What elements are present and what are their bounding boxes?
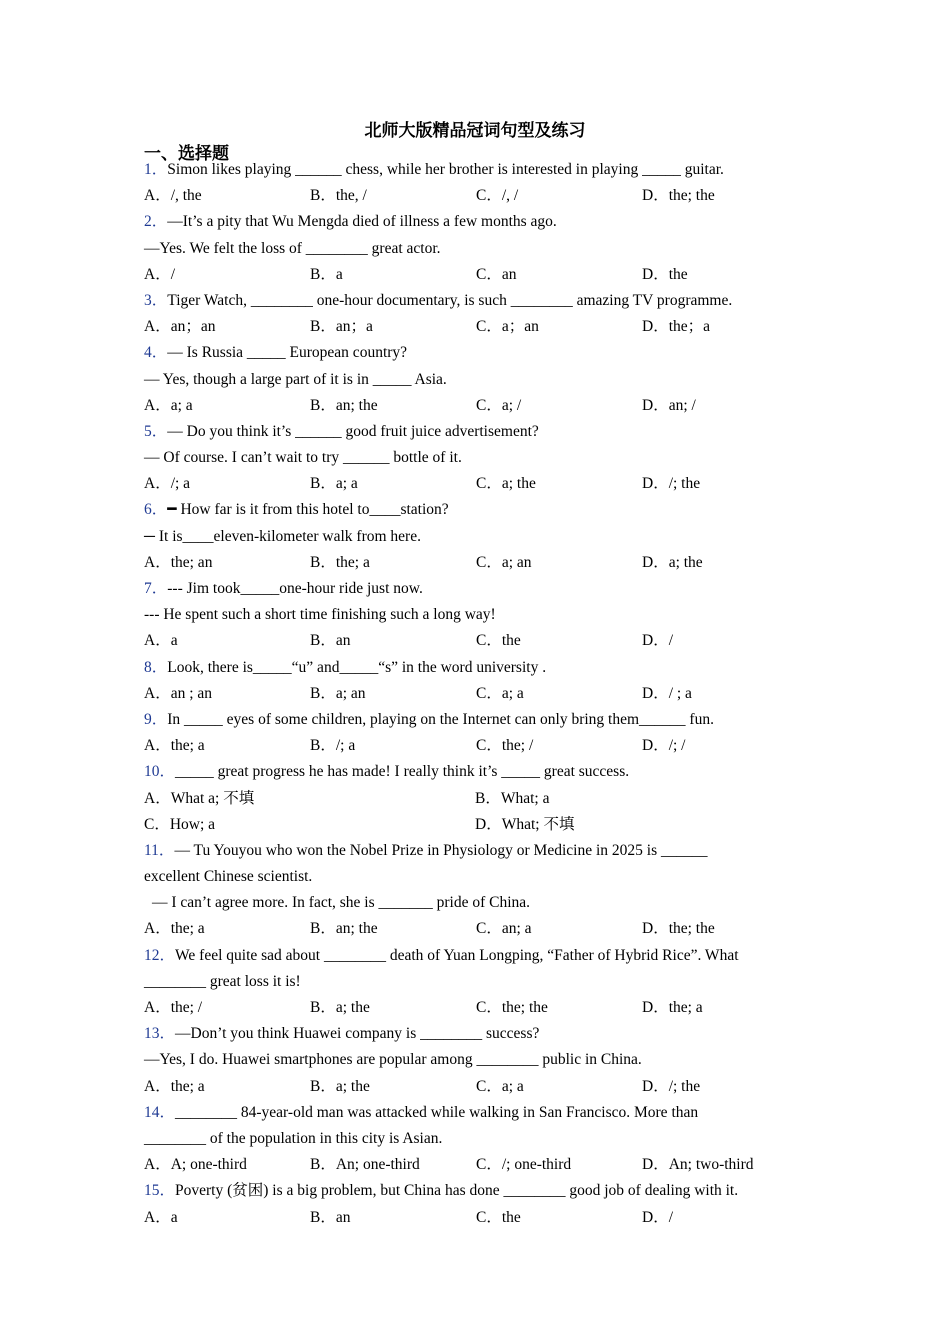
options-row (144, 1152, 804, 1178)
question-item (144, 209, 804, 288)
option-a: A．A; one-third (144, 1156, 247, 1174)
option-c: C．an; a (476, 920, 532, 938)
question-item (144, 497, 804, 576)
option-c: C．a; a (476, 684, 524, 702)
question-number: 12． (144, 946, 176, 964)
option-c: C．the; the (476, 999, 548, 1016)
option-b: B．a; a (310, 475, 358, 493)
option-d: D．the；a (642, 318, 711, 336)
question-text: — Is Russia _____ European country? (167, 344, 408, 362)
question-line (144, 655, 804, 681)
question-item (144, 157, 804, 209)
option-b: B．What; a (475, 789, 550, 807)
option-a: A．/ (144, 265, 176, 283)
option-d: D．the; the (642, 920, 715, 938)
options-row (144, 471, 804, 497)
question-number: 11． (144, 841, 175, 859)
question-number: 4． (144, 344, 168, 362)
question-number: 13． (144, 1025, 176, 1043)
question-item (144, 759, 804, 838)
option-a: A．a (144, 632, 178, 650)
options-row (144, 550, 804, 576)
question-line (144, 1021, 804, 1047)
option-a: A．a; a (144, 396, 193, 414)
question-item (144, 655, 804, 707)
question-number: 5． (144, 422, 168, 440)
question-list (144, 157, 804, 1231)
question-line (144, 969, 804, 995)
question-number: 3． (144, 291, 168, 309)
question-line (144, 157, 804, 183)
option-b: B．a; the (310, 999, 370, 1016)
question-text: ━ How far is it from this hotel to____station? (167, 501, 449, 519)
question-line (144, 1126, 804, 1152)
option-d: D．/ (642, 1208, 674, 1226)
question-text: —Yes, I do. Huawei smartphones are popular among ________ public in China. (144, 1051, 642, 1069)
option-c: C．/; one-third (476, 1156, 572, 1174)
option-d: D．the; the (642, 187, 715, 205)
options-row (144, 1205, 804, 1231)
options-row (144, 183, 804, 209)
question-text: We feel quite sad about ________ death of Yuan Longping, “Father of Hybrid Rice”. What (175, 946, 739, 964)
option-c: C．the (476, 1208, 521, 1226)
option-c: C．a; a (476, 1077, 524, 1095)
question-text: excellent Chinese scientist. (144, 868, 313, 886)
options-row (144, 314, 804, 340)
question-line (144, 1100, 804, 1126)
question-line (144, 943, 804, 969)
question-line (144, 1178, 804, 1204)
question-text: Look, there is_____“u” and_____“s” in the word university . (167, 658, 547, 676)
section-heading: 一、选择题 (144, 144, 229, 164)
option-d: D．/; the (642, 1077, 701, 1095)
question-item (144, 576, 804, 655)
question-line (144, 340, 804, 366)
question-line (144, 602, 804, 628)
question-number: 6． (144, 501, 168, 519)
option-b: B．An; one-third (310, 1156, 420, 1174)
option-c: C．a; the (476, 475, 536, 493)
option-c: C．How; a (144, 815, 216, 833)
options-row (144, 393, 804, 419)
question-number: 14． (144, 1103, 176, 1121)
option-d: D．What; 不填 (475, 815, 575, 833)
question-number: 7． (144, 580, 168, 597)
question-item (144, 943, 804, 1022)
question-text: —Yes. We felt the loss of ________ great actor. (144, 239, 441, 257)
option-b: B．the, / (310, 187, 367, 205)
question-line (144, 288, 804, 314)
option-a: A．an；an (144, 318, 216, 336)
question-text: --- Jim took_____one-hour ride just now. (167, 580, 423, 597)
question-text: — Tu Youyou who won the Nobel Prize in Physiology or Medicine in 2025 is ______ (174, 841, 708, 859)
question-text: --- He spent such a short time finishing such a long way! (144, 606, 496, 624)
question-text: In _____ eyes of some children, playing on the Internet can only bring them______ fun. (167, 710, 714, 728)
option-b: B．an; the (310, 396, 378, 414)
option-a: A．the; / (144, 999, 203, 1016)
question-number: 2． (144, 213, 168, 231)
question-text: — Do you think it’s ______ good fruit juice advertisement? (167, 422, 539, 440)
option-b: B．a; an (310, 684, 366, 702)
question-item (144, 288, 804, 340)
options-row (144, 1074, 804, 1100)
question-line (144, 367, 804, 393)
question-text: — Of course. I can’t wait to try ______ bottle of it. (144, 449, 462, 467)
option-b: B．the; a (310, 553, 370, 571)
question-line (144, 864, 804, 890)
option-b: B．an (310, 1208, 351, 1226)
question-item (144, 1178, 804, 1230)
option-a: A．/; a (144, 475, 191, 493)
option-a: A．an ; an (144, 684, 213, 702)
option-a: A．the; an (144, 553, 213, 571)
question-line (144, 890, 804, 916)
option-a: A．a (144, 1208, 178, 1226)
options-row (144, 995, 804, 1021)
question-line (144, 707, 804, 733)
option-d: D．the (642, 265, 688, 283)
options-row (144, 786, 804, 812)
question-text: _____ great progress he has made! I really think it’s _____ great success. (175, 763, 630, 781)
question-item (144, 838, 804, 943)
option-d: D．An; two-third (642, 1156, 754, 1174)
question-line (144, 497, 804, 523)
question-item (144, 419, 804, 498)
option-a: A．the; a (144, 737, 205, 755)
option-d: D．the; a (642, 999, 703, 1016)
question-text: ________ of the population in this city is Asian. (144, 1129, 443, 1147)
option-c: C．a；an (476, 318, 539, 336)
option-a: A．What a; 不填 (144, 789, 255, 807)
option-c: C．the; / (476, 737, 534, 755)
option-b: B．a (310, 265, 343, 283)
page-title: 北师大版精品冠词句型及练习 (364, 121, 586, 141)
question-item (144, 1100, 804, 1179)
question-line (144, 209, 804, 235)
question-line (144, 576, 804, 602)
option-a: A．the; a (144, 920, 205, 938)
question-line (144, 838, 804, 864)
option-a: A．/, the (144, 187, 202, 205)
question-text: ________ 84-year-old man was attacked while walking in San Francisco. More than (175, 1103, 699, 1121)
question-text: —Don’t you think Huawei company is ________ success? (175, 1025, 540, 1043)
question-number: 15． (144, 1182, 176, 1200)
options-row (144, 733, 804, 759)
option-c: C．the (476, 632, 521, 650)
option-d: D．/; the (642, 475, 701, 493)
question-text: ________ great loss it is! (144, 972, 301, 990)
option-b: B．a; the (310, 1077, 370, 1095)
option-b: B．an (310, 632, 351, 650)
option-d: D．/ ; a (642, 684, 692, 702)
option-c: C．a; / (476, 396, 522, 414)
option-b: B．an；a (310, 318, 373, 336)
question-text: — I can’t agree more. In fact, she is _______ pride of China. (152, 894, 531, 912)
options-row (144, 916, 804, 942)
option-a: A．the; a (144, 1077, 205, 1095)
option-d: D．/; / (642, 737, 686, 755)
question-line (144, 759, 804, 785)
options-row (144, 681, 804, 707)
option-b: B．/; a (310, 737, 356, 755)
question-number: 10． (144, 763, 176, 781)
question-number: 8． (144, 658, 168, 676)
option-d: D．an; / (642, 396, 696, 414)
option-c: C．an (476, 265, 517, 283)
question-text: Simon likes playing ______ chess, while her brother is interested in playing _____ guitar. (167, 161, 724, 178)
options-row (144, 628, 804, 654)
options-row (144, 812, 804, 838)
options-row (144, 262, 804, 288)
question-text: Poverty (贫困) is a big problem, but China has done ________ good job of dealing with it. (175, 1182, 739, 1200)
question-item (144, 1021, 804, 1100)
question-text: — Yes, though a large part of it is in _____ Asia. (144, 370, 447, 388)
question-item (144, 707, 804, 759)
question-number: 1． (144, 161, 168, 178)
question-number: 9． (144, 710, 168, 728)
question-line (144, 445, 804, 471)
option-c: C．a; an (476, 553, 532, 571)
option-d: D．/ (642, 632, 674, 650)
question-text: Tiger Watch, ________ one-hour documentary, is such ________ amazing TV programme. (167, 291, 733, 309)
question-text: ─ It is____eleven-kilometer walk from here. (144, 527, 421, 545)
question-line (144, 524, 804, 550)
option-d: D．a; the (642, 553, 703, 571)
question-line (144, 236, 804, 262)
question-line (144, 1047, 804, 1073)
question-text: —It’s a pity that Wu Mengda died of illness a few months ago. (167, 213, 557, 231)
option-b: B．an; the (310, 920, 378, 938)
question-item (144, 340, 804, 419)
question-line (144, 419, 804, 445)
option-c: C．/, / (476, 187, 519, 205)
